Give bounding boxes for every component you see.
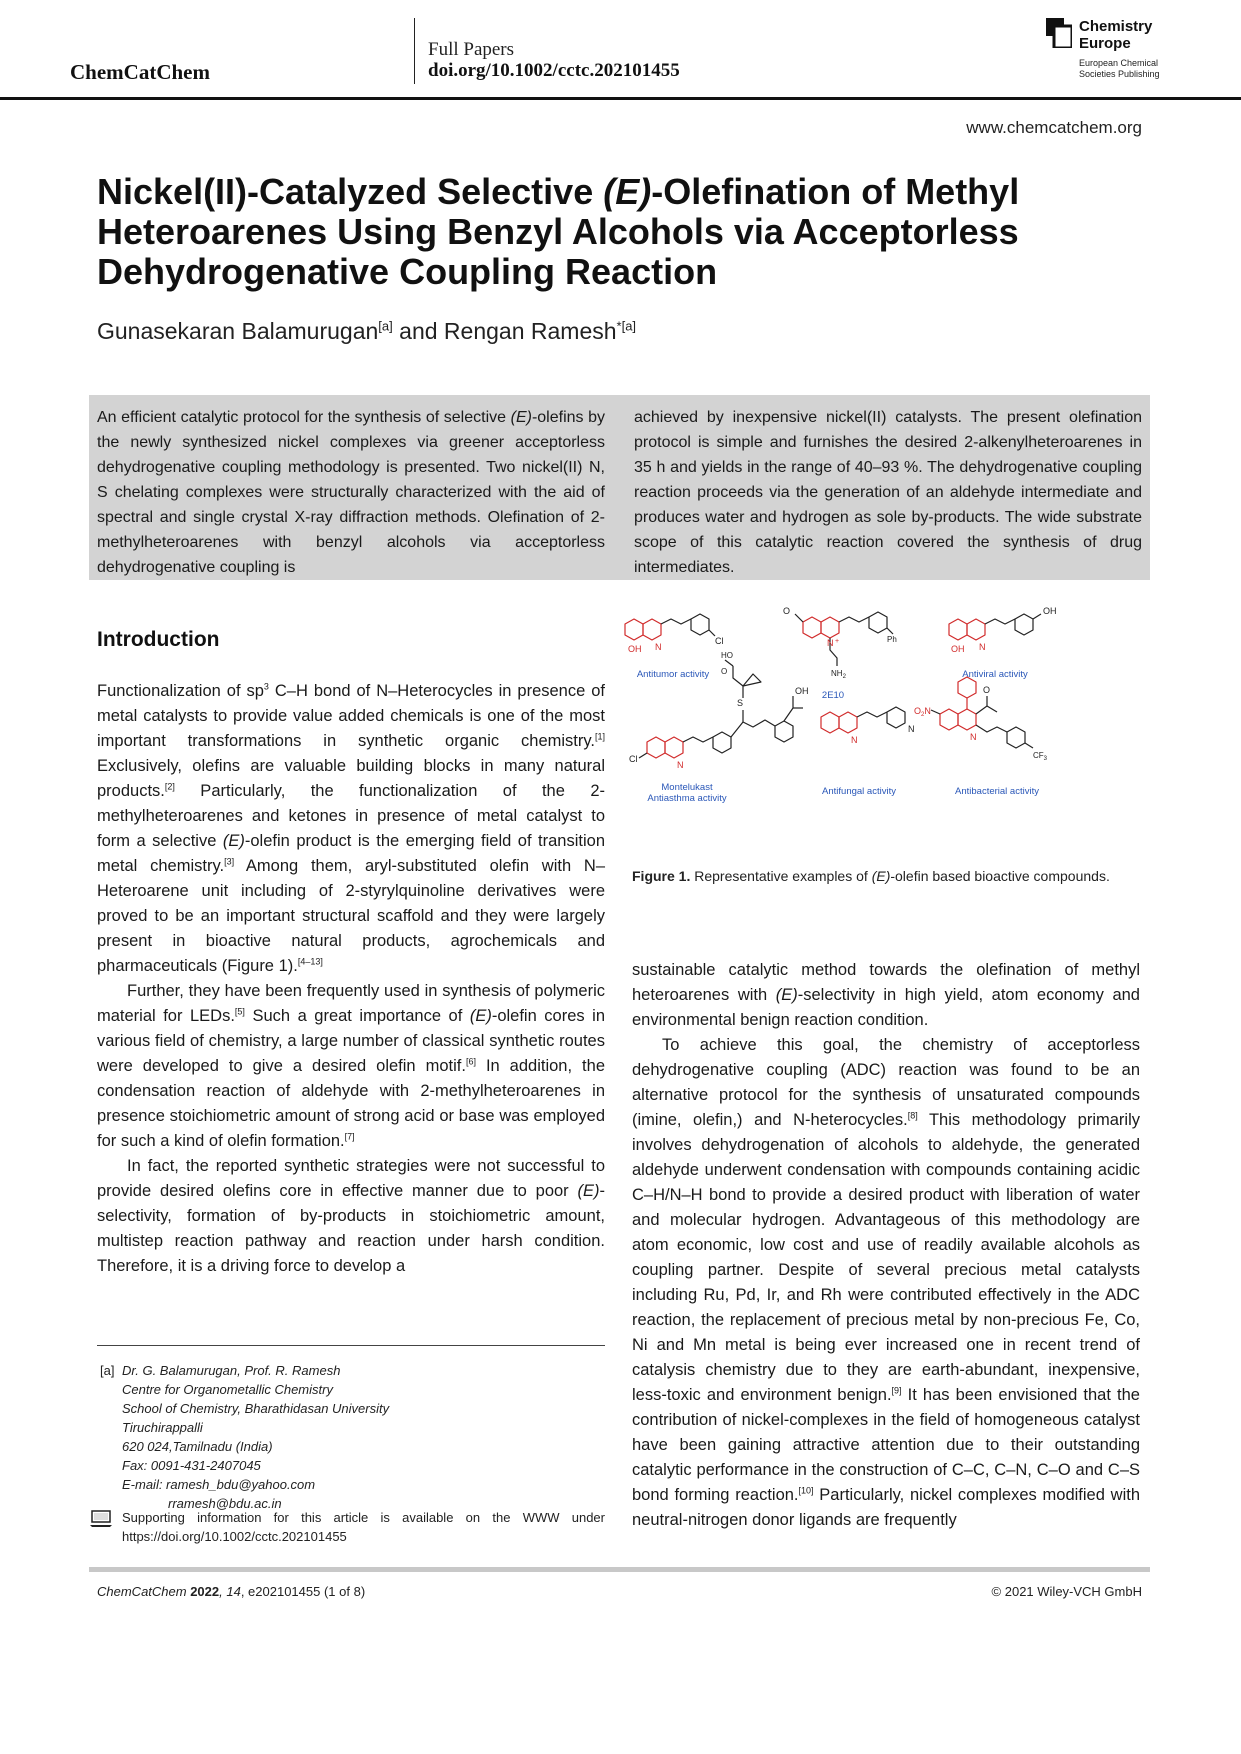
article-title: Nickel(II)-Catalyzed Selective (E)-Olefination of Methyl Heteroarenes Using Benzyl Alcohols via Acceptorless Dehydrogenative Coupling Reaction xyxy=(97,171,1020,292)
quinoline-ring-1a xyxy=(625,619,643,640)
left-column-body xyxy=(97,679,605,1279)
affiliation-marker: [a] xyxy=(378,318,393,334)
svg-text:Cl: Cl xyxy=(715,636,724,646)
abstract-box xyxy=(89,395,1150,580)
svg-text:O: O xyxy=(783,606,791,616)
author-name[interactable]: Gunasekaran Balamurugan xyxy=(97,318,379,344)
paragraph: To achieve this goal, the chemistry of acceptorless dehydrogenative coupling (ADC) reaction was found to be an alternative protocol for the synthesis of unsaturated compounds (imine, olefin,) and N-heterocycles.[8] This methodology primarily involves dehydrogenation of alcohols to aldehyde, the generated aldehyde underwent condensation with compounds containing acidic C–H/N–H bond to provide a desired product with liberation of water and molecular hydrogen. Advantageous of this methodology are atom economic, low cost and use of readily available alcohols as coupling partner. Despite of several precious metal catalysts including Ru, Pd, Ir, and Rh were contributed effectively in the ADC reaction, the replacement of precious metal by non-precious Fe, Co, Ni and Mn metal is being ever increased one in recent trend of catalysis chemistry due to they are earth-abundant, inexpensive, less-toxic and environment benign.[9] It has been envisioned that the contribution of nickel-complexes in the field of homogeneous catalyst have been gaining attractive attention due to their outstanding catalytic performance in the construction of C–C, C–N, C–O and C–S bond forming reaction.[10] Particularly, nickel complexes modified with neutral-nitrogen donor ligands are frequently xyxy=(632,1036,1140,1529)
label-antifungal: Antifungal activity xyxy=(822,786,896,797)
svg-text:OH: OH xyxy=(1043,606,1057,616)
journal-name: ChemCatChem xyxy=(70,60,210,84)
svg-text:N: N xyxy=(677,760,684,770)
publisher-subtitle-line1: European Chemical xyxy=(1079,58,1159,68)
publisher-subtitle-line2: Societies Publishing xyxy=(1079,69,1160,79)
svg-text:N: N xyxy=(970,732,977,742)
header-rule xyxy=(0,97,1241,100)
svg-text:S: S xyxy=(737,698,744,708)
author-list: Gunasekaran Balamurugan[a] and Rengan Ramesh$^{*[a]}$ xyxy=(97,318,637,344)
paragraph: In fact, the reported synthetic strategies were not successful to provide desired olefins core in effective manner due to poor (E)-selectivity, formation of by-products in stoichiometric amount, multistep reaction pathway and reaction under harsh condition. Therefore, it is a driving force to develop a xyxy=(97,1157,605,1275)
svg-text:N: N xyxy=(851,735,858,745)
publisher-name-line2: Europe xyxy=(1079,35,1131,52)
svg-text:Ph: Ph xyxy=(887,635,897,644)
journal-website-link[interactable]: www.chemcatchem.org xyxy=(966,118,1142,137)
email-link[interactable]: rramesh@bdu.ac.in xyxy=(168,1496,282,1511)
figure-label: Figure 1. xyxy=(632,868,691,884)
svg-text:OH: OH xyxy=(628,644,642,654)
paragraph: Functionalization of $sp^3$ C–H bond of N–Heterocycles in presence of metal catalysts to provide value added chemicals is one of the most important transformations in synthetic organic chemistry.[1] Exclusively, olefins are valuable building blocks in many natural products.[2] Particularly, the functionalization of the 2-methylheteroarenes and ketones in presence of metal catalyst to form a selective (E)-olefin product is the emerging field of transition metal chemistry.[3] Among them, aryl-substituted olefin with N–Heteroarene unit including of 2-styrylquinoline derivatives were proved to be an important structural scaffold and they were largely present in bioactive natural products, agrochemicals and pharmaceuticals (Figure 1).[4–13] xyxy=(97,681,606,975)
svg-text:CF3: $CF_3$ xyxy=(1033,751,1048,762)
svg-text:HO: HO xyxy=(721,651,733,660)
figure-caption: Figure 1. Representative examples of (E)-olefin based bioactive compounds. xyxy=(632,868,1110,884)
svg-text:N: N xyxy=(979,642,986,652)
label-antitumor: Antitumor activity xyxy=(636,669,710,680)
quinoline-ring-1b xyxy=(643,619,661,640)
svg-text:O: O xyxy=(983,685,991,695)
citation[interactable]: [8] xyxy=(907,1110,918,1121)
svg-text:OH: OH xyxy=(951,644,965,654)
bioactive-compounds-structures xyxy=(625,602,1145,842)
header-divider xyxy=(414,18,415,84)
label-antiasthma: Antiasthma activity xyxy=(647,793,727,804)
footer-bar xyxy=(89,1567,1150,1572)
label-2e10: 2E10 xyxy=(821,690,845,701)
svg-text:N: N xyxy=(908,724,915,734)
footnote-marker: [a] xyxy=(100,1363,115,1378)
citation[interactable]: [6] xyxy=(465,1056,476,1067)
citation-line: ChemCatChem 2022, 14, e202101455 (1 of 8) xyxy=(97,1584,366,1599)
supporting-information-note[interactable]: Supporting information for this article is available on the WWW under https://doi.org/10.1002/cctc.202101455 xyxy=(122,1510,605,1544)
paragraph: sustainable catalytic method towards the olefination of methyl heteroarenes with (E)-selectivity in high yield, atom economy and environmental benign reaction condition. xyxy=(632,961,1140,1029)
svg-text:Cl: Cl xyxy=(629,754,638,764)
chemistry-europe-logo-icon xyxy=(1046,18,1072,48)
affiliation-footnote: Dr. G. Balamurugan, Prof. R. Ramesh Centre for Organometallic Chemistry School of Chemistry, Bharathidasan University Tiruchirappalli 620 024,Tamilnadu (India) Fax: 0091-431-2407045 E-mail: ramesh_bdu@yahoo.com rramesh@bdu.ac.in xyxy=(122,1363,390,1511)
label-montelukast: Montelukast xyxy=(661,782,713,793)
citation[interactable]: [4–13] xyxy=(297,956,323,967)
svg-text:N: N xyxy=(827,638,834,648)
footnote-rule xyxy=(97,1345,605,1346)
citation[interactable]: [5] xyxy=(234,1006,245,1017)
label-antiviral: Antiviral activity xyxy=(962,669,1028,680)
abstract-column-2: achieved by inexpensive nickel(II) catalysts. The present olefination protocol is simple and furnishes the desired 2-alkenylheteroarenes in 35 h and yields in the range of 40–93 %. The dehydrogenative coupling reaction proceeds via the generation of an aldehyde intermediate and produces water and hydrogen as sole by-products. The wide substrate scope of this catalytic reaction covered the synthesis of drug intermediates. xyxy=(634,409,1142,576)
email-link[interactable]: E-mail: ramesh_bdu@yahoo.com xyxy=(122,1477,316,1492)
svg-text:O: O xyxy=(721,667,728,676)
right-column-body xyxy=(632,958,1140,1533)
doi-link[interactable]: doi.org/10.1002/cctc.202101455 xyxy=(428,60,680,81)
citation[interactable]: [2] xyxy=(164,781,175,792)
section-type: Full Papers xyxy=(428,39,515,60)
figure-1 xyxy=(625,602,1145,842)
abstract-column-1: An efficient catalytic protocol for the synthesis of selective (E)-olefins by the newly synthesized nickel complexes via greener acceptorless dehydrogenative coupling methodology is presented. Two nickel(II) N, S chelating complexes were structurally characterized with the aid of spectral and single crystal X-ray diffraction methods. Olefination of 2-methylheteroarenes with benzyl alcohols via acceptorless dehydrogenative coupling is xyxy=(97,409,605,576)
author-name[interactable]: Rengan Ramesh xyxy=(443,318,617,344)
publisher-logo[interactable] xyxy=(1046,18,1176,82)
svg-text:N: N xyxy=(655,642,662,652)
section-heading-introduction: Introduction xyxy=(97,628,220,651)
citation[interactable]: [1] xyxy=(594,731,605,742)
label-antibacterial: Antibacterial activity xyxy=(955,786,1039,797)
paragraph: Further, they have been frequently used in synthesis of polymeric material for LEDs.[5] Such a great importance of (E)-olefin cores in various field of chemistry, a large number of classical synthetic routes were developed to give a desired olefin motif.[6] In addition, the condensation reaction of aldehyde with 2-methylheteroarenes in presence stoichiometric amount of strong acid or base was employed for such a kind of olefin formation.[7] xyxy=(97,982,605,1150)
citation[interactable]: [3] xyxy=(224,856,235,867)
svg-text:OH: OH xyxy=(795,686,809,696)
citation[interactable]: [10] xyxy=(798,1485,814,1496)
svg-text:+: + xyxy=(835,638,840,645)
svg-text:O2N: $O_2N$ xyxy=(914,706,931,718)
computer-icon xyxy=(90,1510,112,1528)
citation[interactable]: [9] xyxy=(891,1385,902,1396)
publisher-name-line1: Chemistry xyxy=(1079,18,1153,35)
svg-text:NH2: $NH_2$ xyxy=(831,669,846,680)
citation[interactable]: [7] xyxy=(344,1131,355,1142)
affiliation-marker: *[a] xyxy=(616,318,637,334)
copyright: © 2021 Wiley-VCH GmbH xyxy=(991,1584,1142,1599)
